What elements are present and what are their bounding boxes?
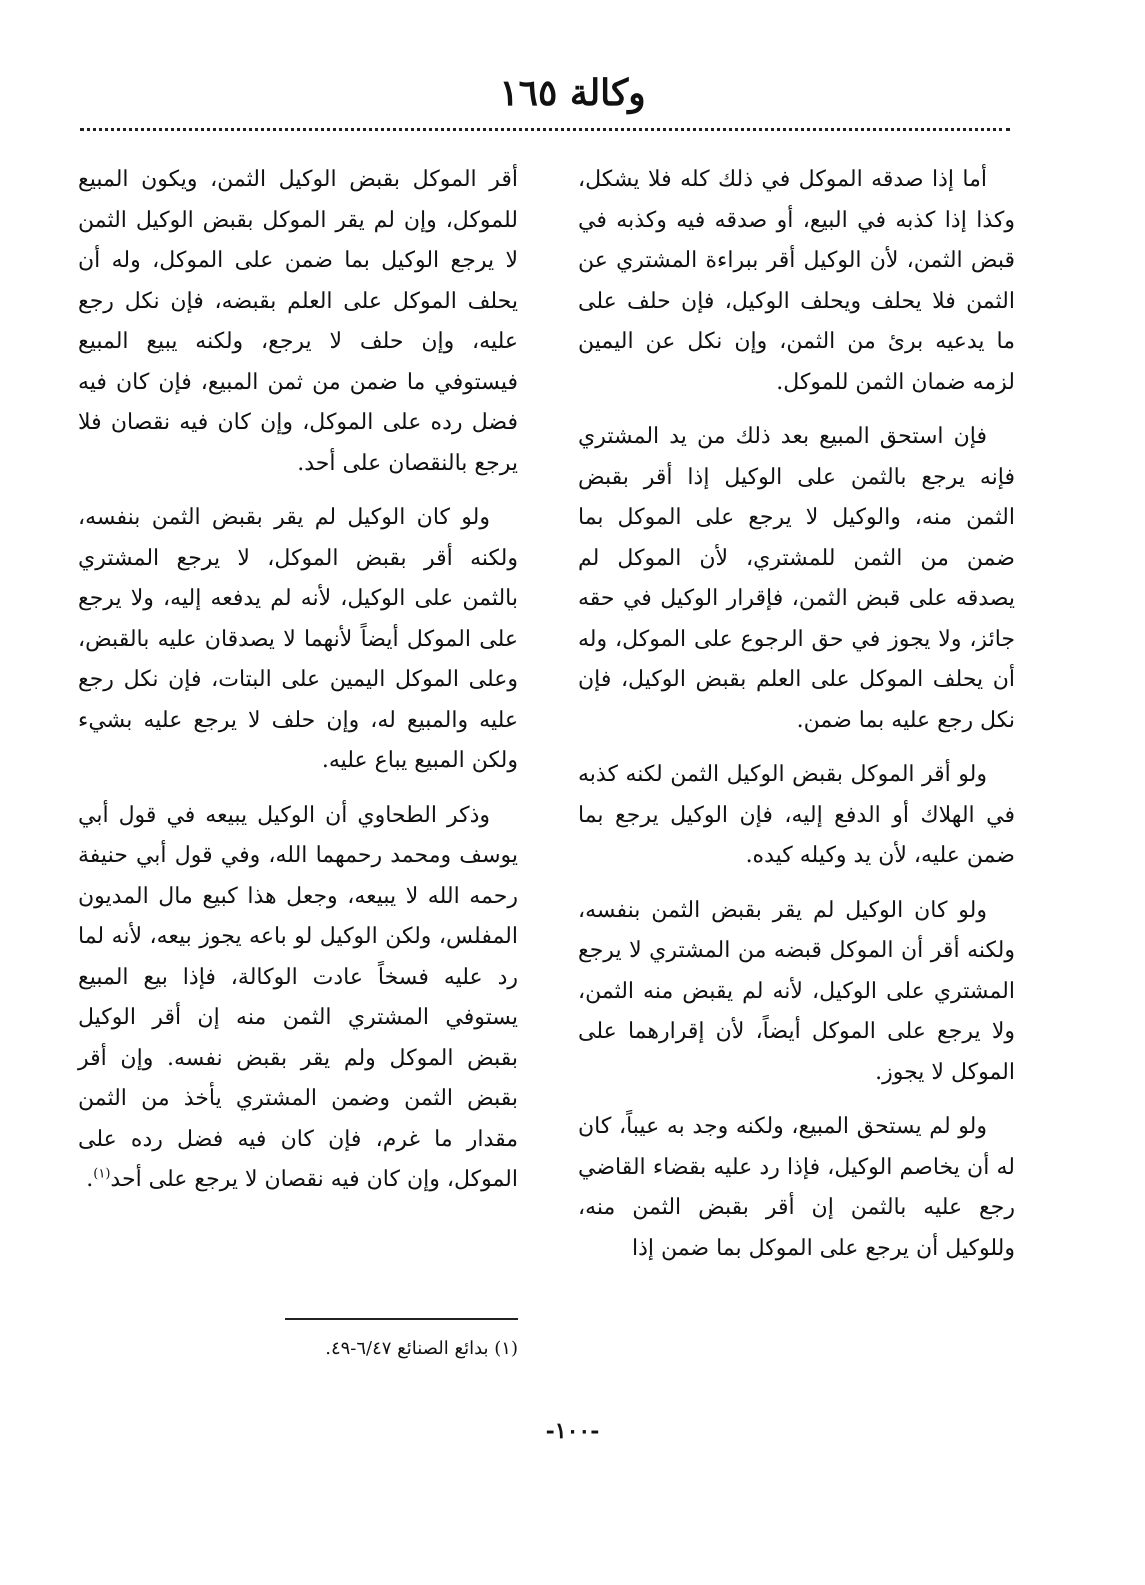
paragraph: أقر الموكل بقبض الوكيل الثمن، ويكون المبيع للموكل، وإن لم يقر الموكل بقبض الوكيل الثمن لا يرجع الوكيل بما ضمن على الموكل، وله أن يحلف الموكل على العلم بقبضه، فإن نكل رجع عليه، وإن حلف لا يرجع، ولكنه يبيع المبيع فيستوفي ما ضمن من ثمن المبيع، فإن كان فيه فضل رده على الموكل، وإن كان فيه نقصان فلا يرجع بالنقصان على أحد. <box>78 167 518 476</box>
paragraph: فإن استحق المبيع بعد ذلك من يد المشتري فإنه يرجع بالثمن على الوكيل إذا أقر بقبض الثمن منه، والوكيل لا يرجع على الموكل بما ضمن من الثمن للمشتري، لأن الموكل لم يصدقه على قبض الثمن، فإقرار الوكيل في حقه جائز، ولا يجوز في حق الرجوع على الموكل، وله أن يحلف الموكل على العلم بقبض الوكيل، فإن نكل رجع عليه بما ضمن. <box>578 424 1015 733</box>
right-column <box>578 160 1015 1283</box>
running-header: وكالة ١٦٥ <box>499 72 646 114</box>
paragraph-end-mark: . <box>86 1167 94 1192</box>
paragraph: أما إذا صدقه الموكل في ذلك كله فلا يشكل، وكذا إذا كذبه في البيع، أو صدقه فيه وكذبه في قبض الثمن، لأن الوكيل أقر ببراءة المشتري عن الثمن فلا يحلف ويحلف الوكيل، فإن حلف على ما يدعيه برئ من الثمن، وإن نكل عن اليمين لزمه ضمان الثمن للموكل. <box>578 167 1015 395</box>
paragraph: ولو كان الوكيل لم يقر بقبض الثمن بنفسه، ولكنه أقر بقبض الموكل، لا يرجع المشتري بالثمن على الوكيل، لأنه لم يدفعه إليه، ولا يرجع على الموكل أيضاً لأنهما لا يصدقان عليه بالقبض، وعلى الموكل اليمين على البتات، فإن نكل رجع عليه والمبيع له، وإن حلف لا يرجع عليه بشيء ولكن المبيع يباع عليه. <box>78 505 518 773</box>
paragraph-text: وذكر الطحاوي أن الوكيل يبيعه في قول أبي يوسف ومحمد رحمهما الله، وفي قول أبي حنيفة رحمه الله لا يبيعه، وجعل هذا كبيع مال المديون المفلس، ولكن الوكيل لو باعه يجوز بيعه، لأنه لما رد عليه فسخاً عادت الوكالة، فإذا بيع المبيع يستوفي المشتري الثمن منه إن أقر الوكيل بقبض الموكل ولم يقر بقبض نفسه. وإن أقر بقبض الثمن وضمن المشتري يأخذ من الثمن مقدار ما غرم، فإن كان فيه فضل رده على الموكل، وإن كان فيه نقصان لا يرجع على أحد <box>78 802 518 1192</box>
paragraph: ولو لم يستحق المبيع، ولكنه وجد به عيباً، كان له أن يخاصم الوكيل، فإذا رد عليه بقضاء القاضي رجع عليه بالثمن إن أقر بقبض الثمن منه، وللوكيل أن يرجع على الموكل بما ضمن إذا <box>578 1114 1015 1261</box>
header-dotted-rule <box>80 128 1010 131</box>
paragraph: ولو كان الوكيل لم يقر بقبض الثمن بنفسه، ولكنه أقر أن الموكل قبضه من المشتري لا يرجع المشتري على الوكيل، لأنه لم يقبض منه الثمن، ولا يرجع على الموكل أيضاً، لأن إقرارهما على الموكل لا يجوز. <box>578 897 1015 1085</box>
footnote-reference[interactable]: (١) <box>93 1166 111 1182</box>
paragraph: ولو أقر الموكل بقبض الوكيل الثمن لكنه كذبه في الهلاك أو الدفع إليه، فإن الوكيل يرجع بما ضمن عليه، لأن يد وكيله كيده. <box>578 762 1015 868</box>
footnote: (١) بدائع الصنائع ٦/٤٧-٤٩. <box>325 1338 518 1359</box>
footnote-separator <box>285 1318 518 1320</box>
left-column <box>78 160 518 1215</box>
page-number: -١٠٠- <box>545 1418 600 1444</box>
paragraph-with-footnote <box>78 796 518 1201</box>
